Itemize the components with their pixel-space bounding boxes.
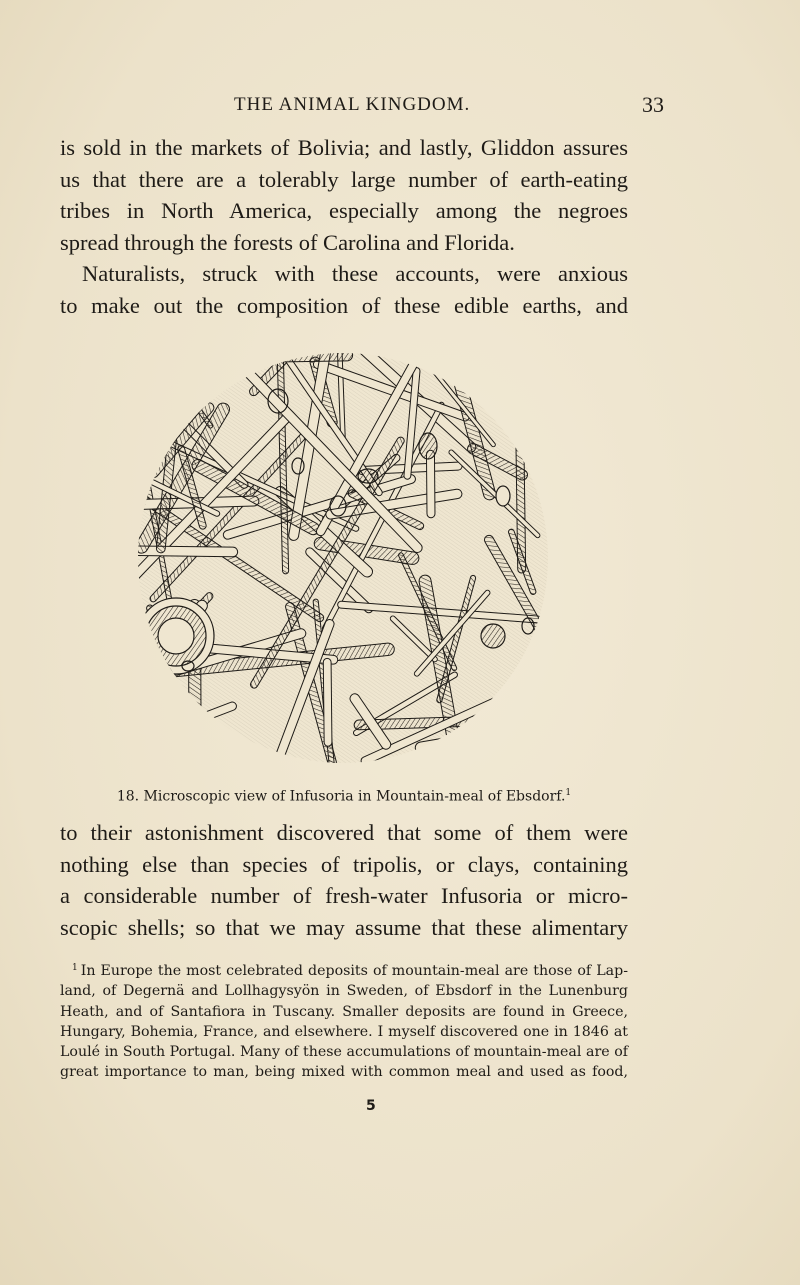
footnote [60,958,628,1083]
diatom-shape [128,701,238,752]
text-line: a considerable number of fresh-water Infusoria or micro- [60,883,628,908]
paragraph-1 [60,132,628,321]
text-line: spread through the forests of Carolina and Florida. [60,229,515,255]
footnote-mark: 1 [72,963,78,973]
diatom-shape [426,450,435,518]
footnote-text: In Europe the most celebrated deposits of mountain-meal are those of Lap- [80,963,628,979]
paragraph-2 [60,817,628,943]
caption-text: 18. Microscopic view of Infusoria in Mountain-meal of Ebsdorf. [116,788,566,805]
text-line: to make out the composition of these edible earths, and [60,292,628,318]
footnote-line: Hungary, Bohemia, France, and elsewhere. I myself discovered one in 1846 at [60,1023,628,1040]
signature-mark: 5 [366,1098,376,1114]
page-number: 33 [642,92,664,117]
footnote-line: land, of Degernä and Lollhagysyön in Sweden, of Ebsdorf in the Lunenburg [60,983,628,1000]
text-line: nothing else than species of tripolis, or clays, containing [60,851,628,877]
figure-caption [60,788,628,805]
footnote-line: Loulé in South Portugal. Many of these accumulations of mountain-meal are of [60,1044,628,1061]
infusoria-illustration [128,336,558,776]
caption-footnote-mark: 1 [565,788,572,798]
text-line: us that there are a tolerably large number of earth-eating [60,166,628,192]
text-line: tribes in North America, especially among the negroes [60,198,628,223]
text-line: Naturalists, struck with these accounts, were anxious [82,261,628,286]
text-line: to their astonishment discovered that some of them were [60,820,628,845]
text-line: is sold in the markets of Bolivia; and lastly, Gliddon assures [60,135,628,160]
running-head [234,94,664,118]
footnote-line: Heath, and of Santafiora in Tuscany. Smaller deposits are found in Greece, [60,1003,628,1020]
footnote-line: great importance to man, being mixed with common meal and used as food, [60,1064,628,1081]
running-title: THE ANIMAL KINGDOM. [234,94,471,115]
text-line: scopic shells; so that we may assume that these alimentary [60,914,628,940]
footnote-line [60,958,628,981]
diatom-shape [323,658,332,746]
